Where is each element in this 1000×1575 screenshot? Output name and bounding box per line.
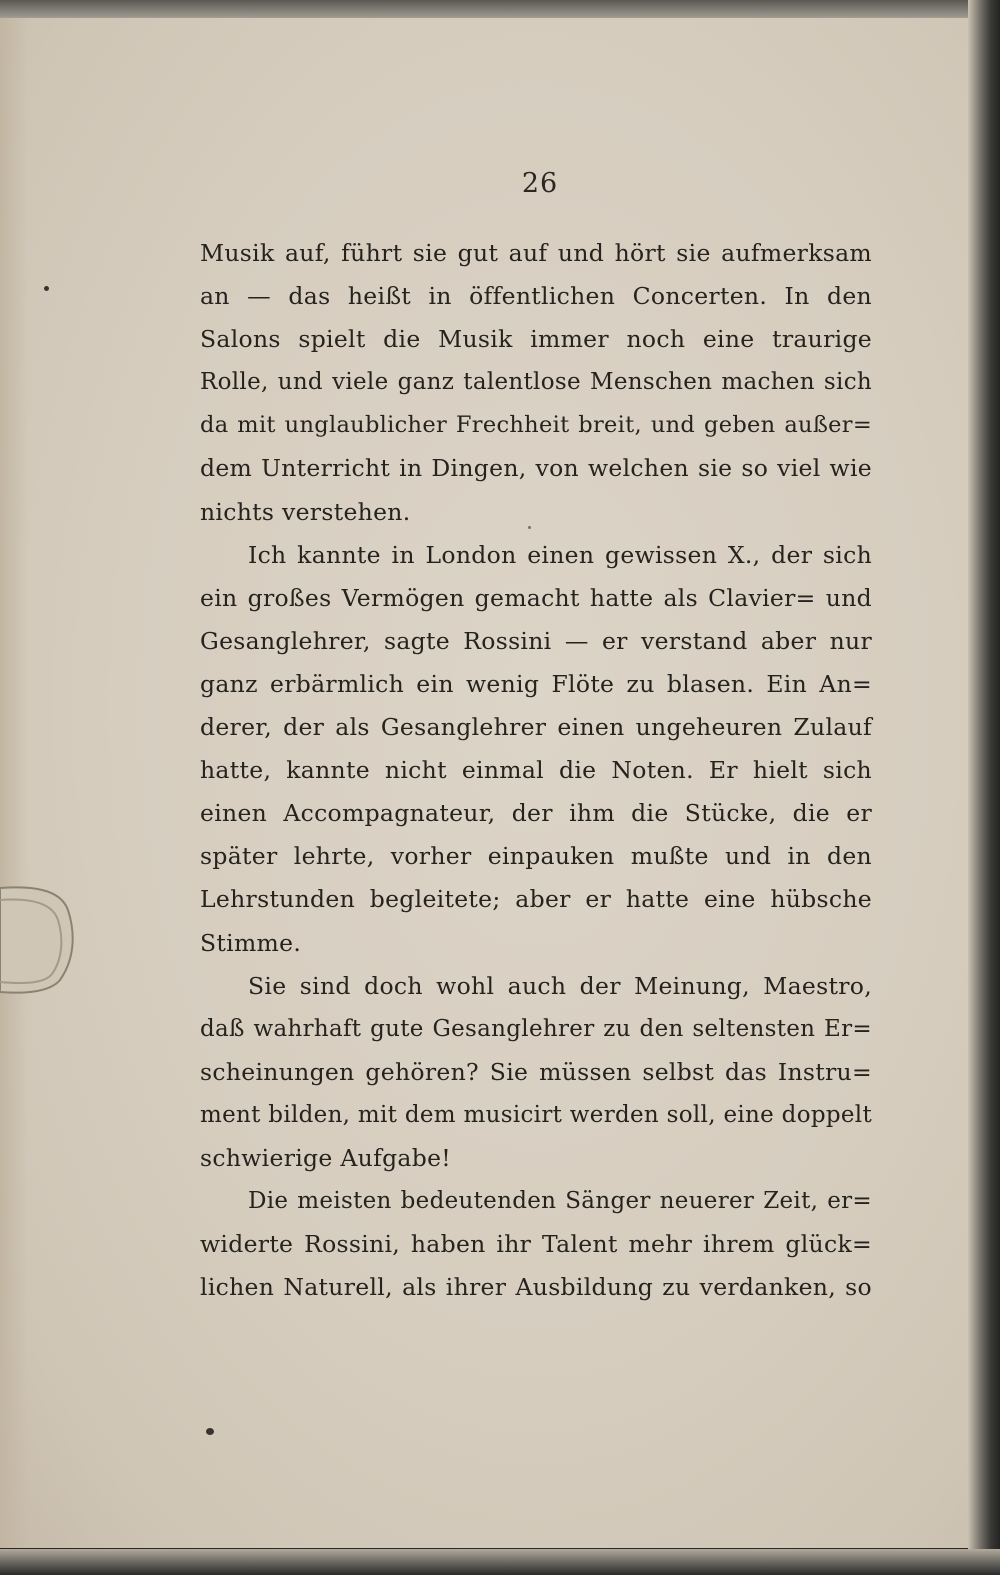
- body-text: [200, 232, 872, 1309]
- text-line: widerte Rossini, haben ihr Talent mehr ihrem glück=: [200, 1230, 872, 1259]
- ink-speck: [528, 526, 531, 529]
- ink-speck: [206, 1428, 214, 1435]
- text-line: derer, der als Gesanglehrer einen ungeheuren Zulauf: [200, 713, 872, 742]
- text-line: Rolle, und viele ganz talentlose Menschen machen sich: [200, 369, 872, 396]
- page-edge-bottom: [0, 1549, 1000, 1575]
- text-line: einen Accompagnateur, der ihm die Stücke, die er: [200, 799, 872, 828]
- page-number: 26: [521, 168, 559, 199]
- text-line: ein großes Vermögen gemacht hatte als Clavier= und: [200, 583, 872, 612]
- text-line: Stimme.: [200, 928, 302, 957]
- text-line: Lehrstunden begleitete; aber er hatte eine hübsche: [200, 885, 872, 914]
- text-line: ganz erbärmlich ein wenig Flöte zu blasen. Ein An=: [200, 669, 872, 698]
- text-line: Die meisten bedeutenden Sänger neuerer Zeit, er=: [248, 1188, 872, 1215]
- text-line: da mit unglaublicher Frechheit breit, und geben außer=: [200, 412, 872, 439]
- text-line: an — das heißt in öffentlichen Concerten. In den: [200, 282, 872, 311]
- text-line: nichts verstehen.: [200, 497, 411, 526]
- page-edge-right: [968, 0, 1000, 1575]
- text-line: Salons spielt die Musik immer noch eine traurige: [200, 325, 872, 354]
- text-line: Musik auf, führt sie gut auf und hört sie aufmerksam: [200, 239, 872, 267]
- page-clip-icon: [0, 880, 76, 1000]
- text-line: schwierige Aufgabe!: [200, 1143, 452, 1172]
- text-line: später lehrte, vorher einpauken mußte und in den: [200, 842, 872, 871]
- text-line: dem Unterricht in Dingen, von welchen sie so viel wie: [200, 454, 872, 483]
- text-line: scheinungen gehören? Sie müssen selbst das Instru=: [200, 1057, 872, 1086]
- text-line: ment bilden, mit dem musicirt werden soll, eine doppelt: [200, 1101, 872, 1128]
- text-line: Sie sind doch wohl auch der Meinung, Maestro,: [248, 971, 872, 1000]
- ink-speck: [44, 286, 49, 291]
- text-line: Gesanglehrer, sagte Rossini — er verstand aber nur: [200, 626, 872, 655]
- text-line: daß wahrhaft gute Gesanglehrer zu den seltensten Er=: [200, 1015, 872, 1042]
- text-line: Ich kannte in London einen gewissen X., der sich: [248, 540, 872, 569]
- text-line: lichen Naturell, als ihrer Ausbildung zu verdanken, so: [200, 1273, 872, 1302]
- text-line: hatte, kannte nicht einmal die Noten. Er hielt sich: [200, 756, 872, 785]
